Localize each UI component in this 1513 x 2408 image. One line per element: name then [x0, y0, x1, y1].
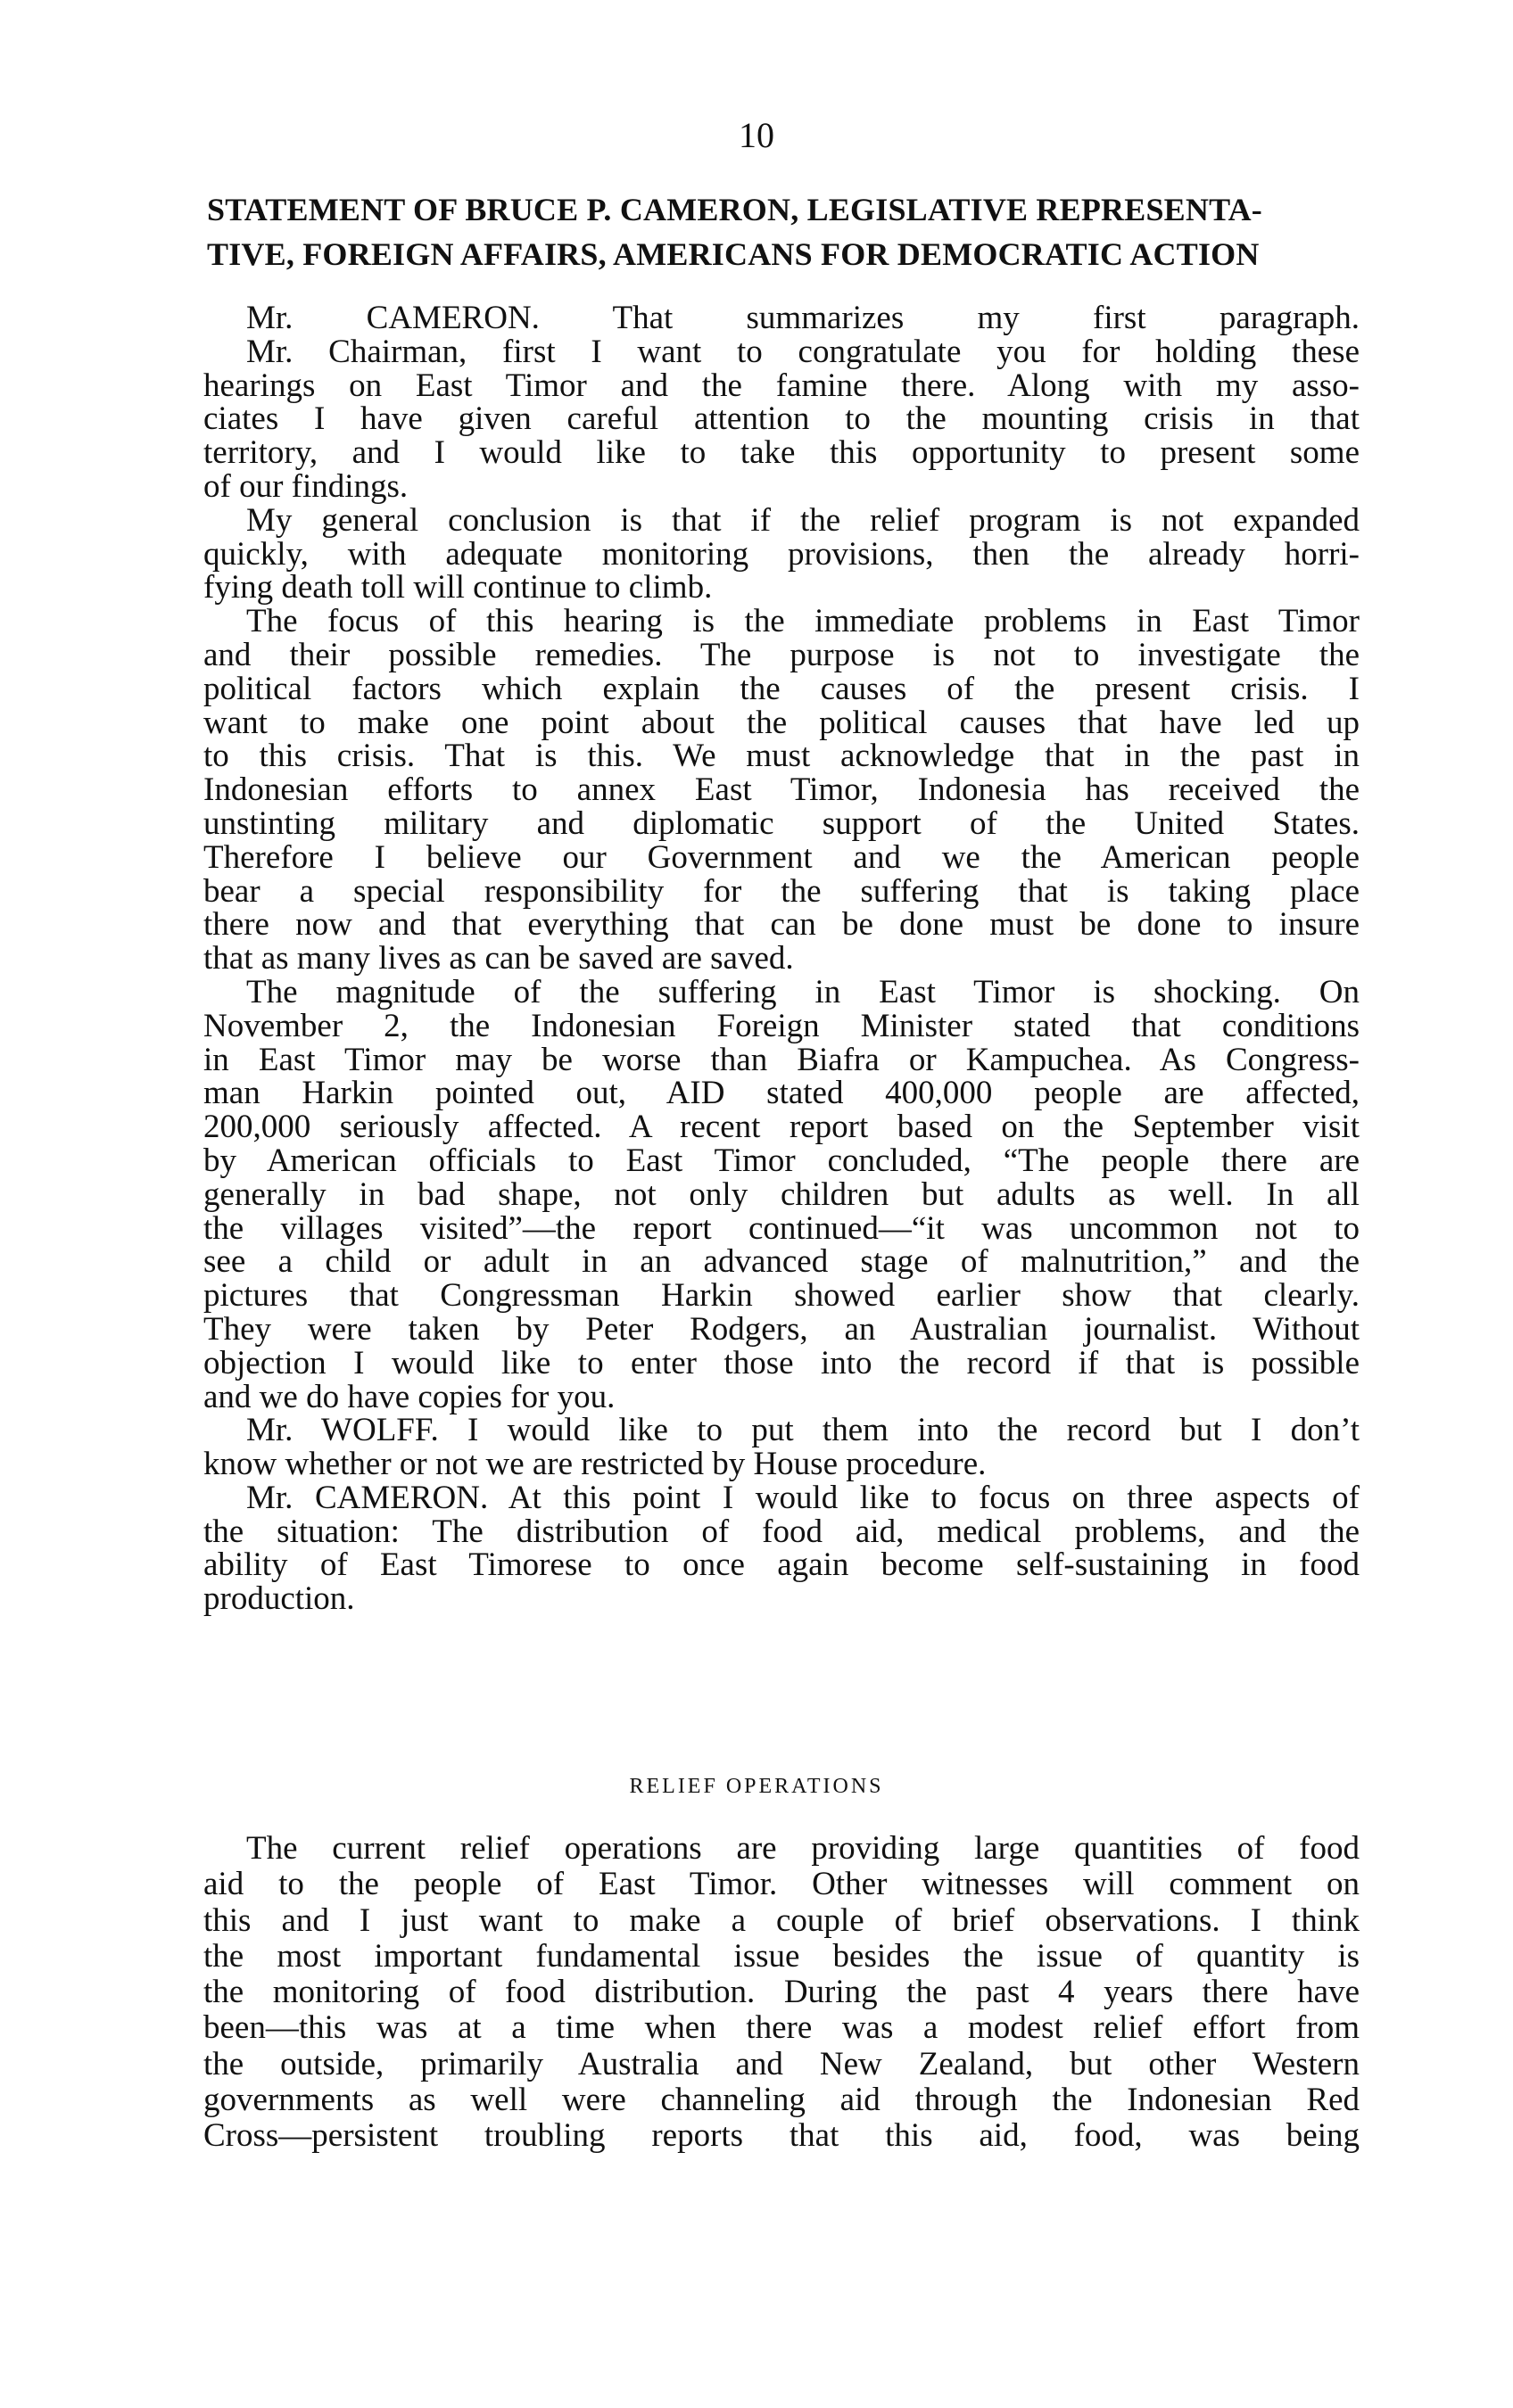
text-line: in East Timor may be worse than Biafra or Kampuchea. As Congress- — [203, 1041, 1360, 1078]
text-line: hearings on East Timor and the famine there. Along with my asso- — [203, 367, 1360, 404]
text-line: fying death toll will continue to climb. — [203, 569, 713, 606]
text-line: production. — [203, 1580, 355, 1618]
text-line: The magnitude of the suffering in East Timor is shocking. On — [246, 973, 1360, 1010]
statement-heading — [207, 187, 1358, 276]
text-line: to this crisis. That is this. We must acknowledge that in the past in — [203, 738, 1360, 775]
text-line: territory, and I would like to take this opportunity to present some — [203, 434, 1360, 472]
text-line: Mr. CAMERON. That summarizes my first paragraph. — [246, 300, 1360, 336]
text-line: My general conclusion is that if the relief program is not expanded — [246, 501, 1360, 539]
statement-body — [203, 301, 1360, 1616]
text-line: Mr. Chairman, first I want to congratulate you for holding these — [246, 333, 1360, 370]
text-line: Mr. WOLFF. I would like to put them into the record but I don’t — [246, 1412, 1360, 1449]
text-line: man Harkin pointed out, AID stated 400,000 people are affected, — [203, 1075, 1360, 1112]
section-heading: RELIEF OPERATIONS — [629, 1775, 884, 1798]
text-line: November 2, the Indonesian Foreign Minister stated that conditions — [203, 1007, 1360, 1044]
text-line: the most important fundamental issue besides the issue of quantity is — [203, 1937, 1360, 1975]
text-line: ability of East Timorese to once again become self-sustaining in food — [203, 1546, 1360, 1584]
text-line: They were taken by Peter Rodgers, an Australian journalist. Without — [203, 1310, 1360, 1348]
text-line: pictures that Congressman Harkin showed earlier show that clearly. — [203, 1277, 1360, 1315]
text-line: governments as well were channeling aid through the Indonesian Red — [203, 2082, 1360, 2119]
text-line: Mr. CAMERON. At this point I would like to focus on three aspects of — [246, 1479, 1360, 1516]
text-line: see a child or adult in an advanced stage of malnutrition,” and the — [203, 1243, 1360, 1281]
text-line: the villages visited”—the report continued—“it was uncommon not to — [203, 1209, 1360, 1247]
heading-line-2: TIVE, FOREIGN AFFAIRS, AMERICANS FOR DEMOCRATIC ACTION — [207, 236, 1260, 272]
text-line: The focus of this hearing is the immediate problems in East Timor — [246, 603, 1360, 640]
text-line: know whether or not we are restricted by House procedure. — [203, 1446, 987, 1483]
text-line: objection I would like to enter those into the record if that is possible — [203, 1344, 1360, 1381]
text-line: 200,000 seriously affected. A recent report based on the September visit — [203, 1109, 1360, 1146]
text-line: been—this was at a time when there was a modest relief effort from — [203, 2009, 1360, 2047]
text-line: the monitoring of food distribution. During the past 4 years there have — [203, 1974, 1360, 2011]
text-line: Therefore I believe our Government and we the American people — [203, 838, 1360, 876]
text-line: quickly, with adequate monitoring provisions, then the already horri- — [203, 535, 1360, 573]
text-line: Indonesian efforts to annex East Timor, Indonesia has received the — [203, 771, 1360, 809]
text-line: unstinting military and diplomatic support of the United States. — [203, 804, 1360, 842]
text-line: the outside, primarily Australia and New Zealand, but other Western — [203, 2045, 1360, 2082]
text-line: bear a special responsibility for the suffering that is taking place — [203, 872, 1360, 910]
heading-line-1: STATEMENT OF BRUCE P. CAMERON, LEGISLATIVE REPRESENTA- — [207, 192, 1262, 227]
text-line: ciates I have given careful attention to the mounting crisis in that — [203, 400, 1360, 438]
page-number: 10 — [739, 115, 774, 155]
text-line: and their possible remedies. The purpose is not to investigate the — [203, 636, 1360, 673]
text-line: Cross—persistent troubling reports that this aid, food, was being — [203, 2117, 1360, 2155]
text-line: of our findings. — [203, 467, 409, 505]
text-line: that as many lives as can be saved are saved. — [203, 940, 794, 977]
text-line: the situation: The distribution of food aid, medical problems, and the — [203, 1513, 1360, 1550]
text-line: this and I just want to make a couple of brief observations. I think — [203, 1901, 1360, 1939]
text-line: The current relief operations are providing large quantities of food — [246, 1830, 1360, 1867]
text-line: political factors which explain the causes of the present crisis. I — [203, 670, 1360, 707]
text-line: generally in bad shape, not only children but adults as well. In all — [203, 1175, 1360, 1213]
text-line: by American officials to East Timor concluded, “The people there are — [203, 1142, 1360, 1179]
text-line: aid to the people of East Timor. Other witnesses will comment on — [203, 1866, 1360, 1903]
relief-operations-body — [203, 1831, 1360, 2155]
text-line: there now and that everything that can be done must be done to insure — [203, 906, 1360, 944]
text-line: want to make one point about the political causes that have led up — [203, 704, 1360, 741]
text-line: and we do have copies for you. — [203, 1378, 616, 1415]
